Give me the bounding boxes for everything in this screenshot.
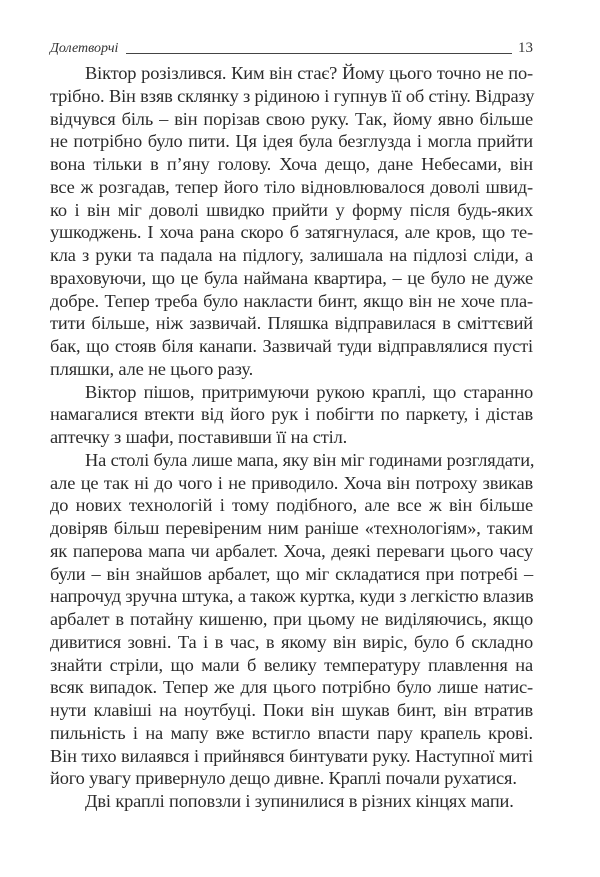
paragraph [50, 62, 533, 381]
text-line: аптечку з шафи, поставивши її на стіл. [50, 427, 348, 447]
page-number: 13 [518, 40, 533, 56]
header-rule [126, 53, 512, 54]
text-line: дивитися зовні. Та і в час, в якому він виріс, було б складно [50, 631, 533, 652]
text-line: не потрібно було пити. Ця ідея була безглузда і могла прийти [50, 131, 533, 152]
text-line: довіряв більш перевіреним ним раніше «технологіям», таким [50, 518, 533, 538]
running-header-title: Долетворчі [50, 41, 119, 56]
paragraph [50, 449, 533, 790]
text-line: все ж розгадав, тепер його тіло відновлювалося доволі швид- [50, 176, 533, 197]
text-line: враховуючи, що це була наймана квартира, – це було не дуже [50, 267, 533, 288]
text-line: його увагу привернуло дещо дивне. Краплі почали рухатися. [50, 768, 517, 789]
running-header [50, 38, 533, 58]
text-line: всяк випадок. Тепер же для цього потрібно було лише натис- [50, 677, 533, 698]
text-line: вона тільки в п’яну голову. Хоча дещо, дане Небесами, він [50, 154, 533, 174]
text-line: ушкоджень. І хоча рана скоро б затягнулася, але кров, що те- [50, 222, 533, 243]
text-line: пильність і на мапу вже встигло впасти пару крапель крові. [50, 722, 533, 743]
text-line: бак, що стояв біля канапи. Зазвичай туди відправлялися пусті [50, 336, 533, 356]
text-line: ко і він міг доволі швидко прийти у форму після будь-яких [50, 199, 533, 220]
text-line: трібно. Він взяв склянку з рідиною і гупнув її об стіну. Відразу [50, 85, 535, 106]
text-line: знайти стріли, що мали б велику температуру плавлення на [50, 654, 533, 675]
text-line: На столі була лише мапа, яку він міг годинами розглядати, [85, 449, 535, 470]
paragraph [50, 790, 533, 813]
text-line: але це так ні до чого і не приводило. Хоча він потроху звикав [50, 472, 533, 493]
text-line: нути клавіші на ноутбуці. Поки він шукав бинт, він втратив [50, 700, 533, 720]
text-line: Віктор розізлився. Ким він стає? Йому цього точно не по- [85, 63, 533, 83]
text-line: Віктор пішов, притримуючи рукою краплі, що старанно [85, 381, 533, 402]
text-line: пляшки, але не цього разу. [50, 358, 254, 379]
text-line: добре. Тепер треба було накласти бинт, якщо він не хоче пла- [50, 290, 533, 311]
text-line: намагалися втекти від його рук і побігти по паркету, і дістав [50, 404, 533, 425]
paragraph [50, 381, 533, 449]
text-line: як паперова мапа чи арбалет. Хоча, деякі переваги цього часу [50, 540, 533, 561]
text-line: арбалет в потайну кишеню, при цьому не виділяючись, якщо [50, 609, 533, 629]
text-line: відчувся біль – він порізав свою руку. Так, йому явно більше [50, 108, 533, 129]
text-line: кла з руки та падала на підлогу, залишала на підлозі сліди, а [50, 245, 533, 265]
text-line: напрочуд зручна штука, а також куртка, куди з легкістю влазив [50, 586, 534, 607]
text-line: тити більше, ніж зазвичай. Пляшка відправилася в сміттєвий [50, 313, 533, 334]
body-text [50, 62, 533, 813]
text-line: Дві краплі поповзли і зупинилися в різних кінцях мапи. [85, 791, 514, 811]
text-line: до нових технологій і тому подібного, але все ж він більше [50, 495, 533, 516]
text-line: були – він знайшов арбалет, що міг складатися при потребі – [50, 563, 533, 584]
text-line: Він тихо вилаявся і прийнявся бинтувати руку. Наступної миті [50, 745, 533, 766]
